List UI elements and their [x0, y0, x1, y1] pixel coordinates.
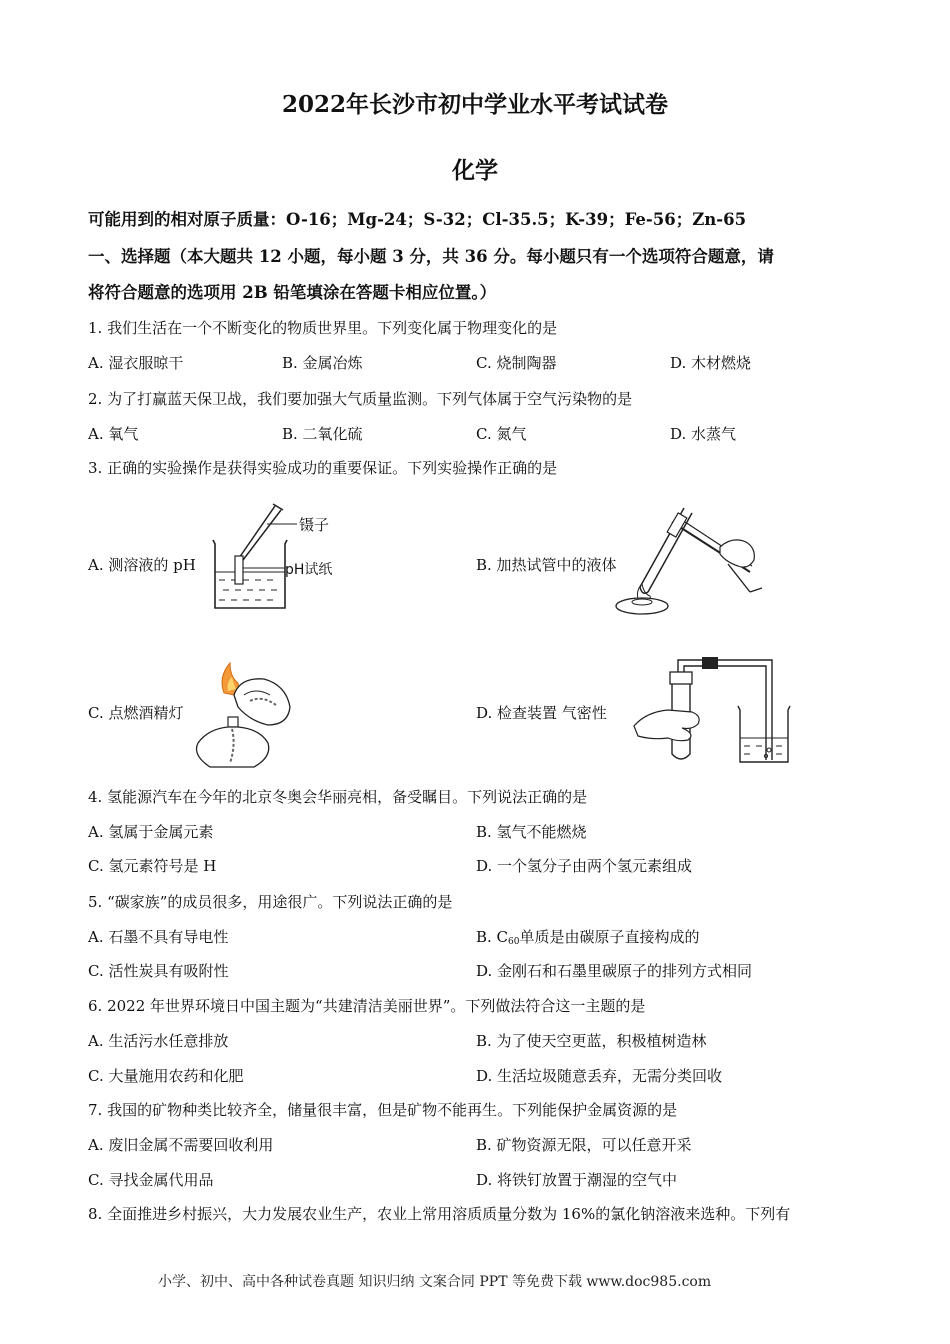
question-1-option-d: D. 木材燃烧	[670, 354, 752, 372]
question-2-option-d: D. 水蒸气	[670, 425, 737, 443]
question-2-option-c: C. 氮气	[476, 425, 527, 443]
question-1-option-b: B. 金属冶炼	[282, 354, 363, 372]
atomic-masses: 可能用到的相对原子质量：O-16；Mg-24；S-32；Cl-35.5；K-39；Fe-56；Zn-65	[88, 210, 747, 229]
figure-airtightness	[632, 650, 792, 770]
question-2-stem: 2. 为了打赢蓝天保卫战，我们要加强大气质量监测。下列气体属于空气污染物的是	[88, 390, 633, 408]
question-8-stem: 8. 全面推进乡村振兴，大力发展农业生产，农业上常用溶质质量分数为 16%的氯化钠溶液来选种。下列有	[88, 1205, 791, 1223]
question-5-stem: 5. “碳家族”的成员很多，用途很广。下列说法正确的是	[88, 893, 453, 911]
question-3-option-b: B. 加热试管中的液体	[476, 556, 617, 574]
question-3-option-c: C. 点燃酒精灯	[88, 704, 184, 722]
section-heading-line1: 一、选择题（本大题共 12 小题，每小题 3 分，共 36 分。每小题只有一个选项符合题意，请	[88, 247, 774, 266]
c60-subscript: 60	[508, 937, 520, 947]
subject-title: 化学	[452, 157, 498, 184]
question-3-stem: 3. 正确的实验操作是获得实验成功的重要保证。下列实验操作正确的是	[88, 459, 558, 477]
question-6-option-d: D. 生活垃圾随意丢弃，无需分类回收	[476, 1067, 723, 1085]
page-footer: 小学、初中、高中各种试卷真题 知识归纳 文案合同 PPT 等免费下载 www.doc985.com	[158, 1274, 712, 1290]
question-3-option-d: D. 检查装置 气密性	[476, 704, 607, 722]
question-1-option-a: A. 湿衣服晾干	[88, 354, 184, 372]
ph-paper-label: pH试纸	[285, 562, 333, 578]
option-b-rest: 单质是由碳原子直接构成的	[519, 928, 700, 946]
figure-ph-test	[205, 500, 355, 615]
question-4-option-d: D. 一个氢分子由两个氢元素组成	[476, 857, 693, 875]
question-2-option-b: B. 二氧化硫	[282, 425, 363, 443]
question-4-option-a: A. 氢属于金属元素	[88, 823, 214, 841]
question-2-option-a: A. 氧气	[88, 425, 139, 443]
figure-alcohol-lamp	[190, 655, 305, 770]
question-4-stem: 4. 氢能源汽车在今年的北京冬奥会华丽亮相，备受瞩目。下列说法正确的是	[88, 788, 588, 806]
question-7-option-c: C. 寻找金属代用品	[88, 1171, 214, 1189]
question-5-option-a: A. 石墨不具有导电性	[88, 928, 229, 946]
question-7-option-d: D. 将铁钉放置于潮湿的空气中	[476, 1171, 678, 1189]
question-5-option-c: C. 活性炭具有吸附性	[88, 962, 229, 980]
exam-title: 2022年长沙市初中学业水平考试试卷	[281, 91, 668, 118]
question-3-option-a: A. 测溶液的 pH	[88, 556, 196, 574]
question-6-stem: 6. 2022 年世界环境日中国主题为“共建清洁美丽世界”。下列做法符合这一主题的是	[88, 997, 646, 1015]
question-1-stem: 1. 我们生活在一个不断变化的物质世界里。下列变化属于物理变化的是	[88, 319, 558, 337]
question-7-option-b: B. 矿物资源无限，可以任意开采	[476, 1136, 692, 1154]
option-b-prefix: B. C	[476, 928, 509, 946]
tweezers-label: 镊子	[299, 516, 330, 534]
question-4-option-b: B. 氢气不能燃烧	[476, 823, 587, 841]
question-6-option-c: C. 大量施用农药和化肥	[88, 1067, 244, 1085]
question-1-option-c: C. 烧制陶器	[476, 354, 557, 372]
section-heading-line2: 将符合题意的选项用 2B 铅笔填涂在答题卡相应位置。）	[88, 283, 497, 302]
question-6-option-b: B. 为了使天空更蓝，积极植树造林	[476, 1032, 707, 1050]
question-6-option-a: A. 生活污水任意排放	[88, 1032, 229, 1050]
figure-heating-tube	[600, 492, 775, 617]
question-4-option-c: C. 氢元素符号是 H	[88, 857, 217, 875]
question-5-option-b	[476, 926, 700, 947]
question-7-option-a: A. 废旧金属不需要回收利用	[88, 1136, 274, 1154]
question-7-stem: 7. 我国的矿物种类比较齐全，储量很丰富，但是矿物不能再生。下列能保护金属资源的是	[88, 1101, 678, 1119]
question-5-option-d: D. 金刚石和石墨里碳原子的排列方式相同	[476, 962, 753, 980]
